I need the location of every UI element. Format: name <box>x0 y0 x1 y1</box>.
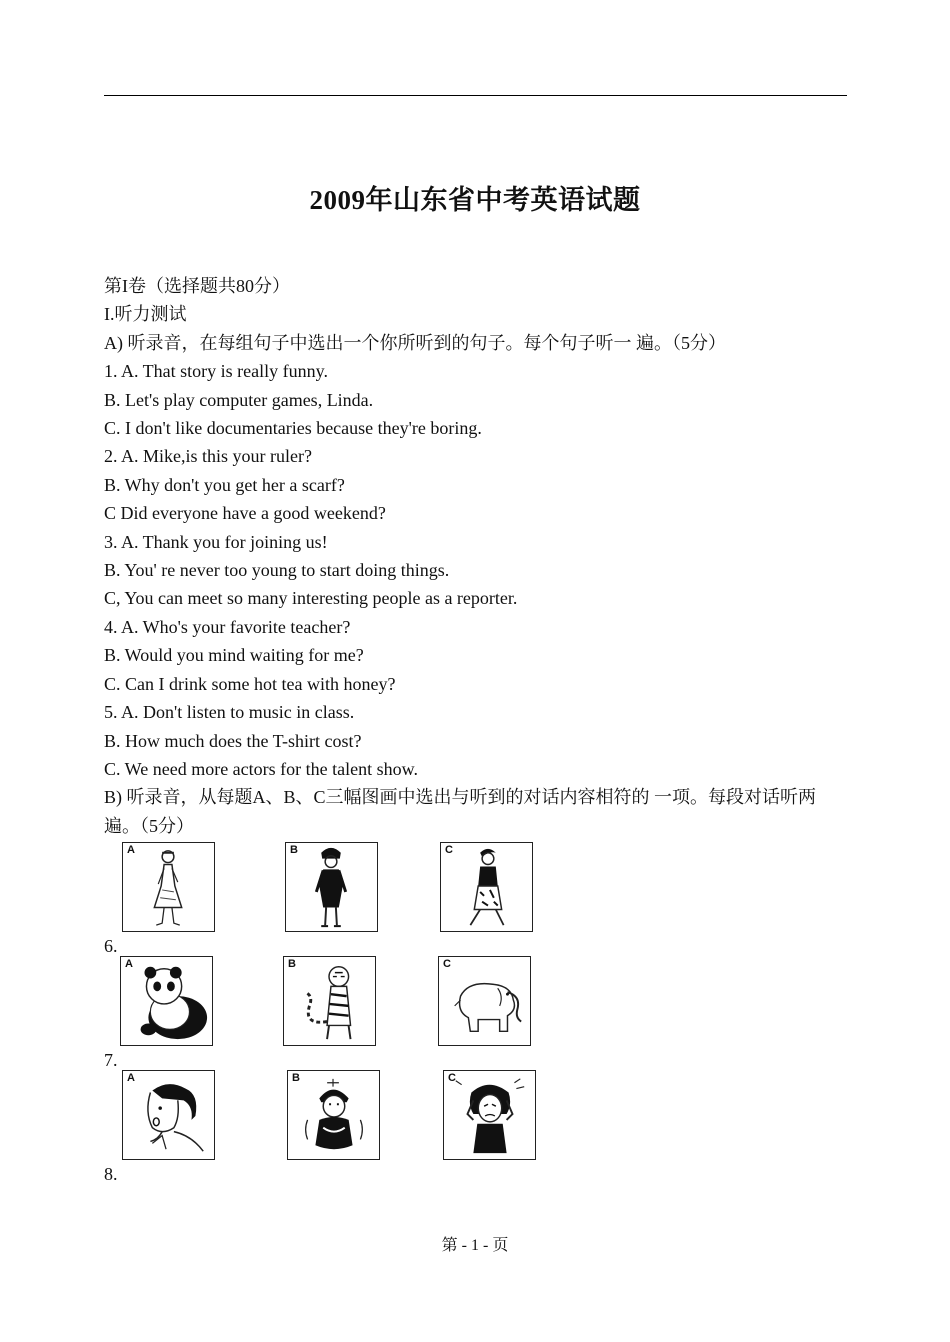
partA-line: B. Would you mind waiting for me? <box>104 645 364 666</box>
partA-line: C, You can meet so many interesting people as a reporter. <box>104 588 518 609</box>
girl-in-dress-icon <box>123 843 214 931</box>
girl-cold-icon <box>288 1071 379 1159</box>
elephant-icon <box>439 957 530 1045</box>
option-b-picture[interactable]: B <box>285 842 378 932</box>
partA-line: C. Can I drink some hot tea with honey? <box>104 673 396 694</box>
question-number: 8. <box>104 1164 118 1185</box>
page-title: 2009年山东省中考英语试题 <box>309 185 641 215</box>
question-number: 6. <box>104 936 118 957</box>
partA-line: B. How much does the T-shirt cost? <box>104 730 362 751</box>
partA-line: 5. A. Don't listen to music in class. <box>104 702 355 723</box>
woman-in-dark-dress-icon <box>286 843 377 931</box>
question-7-pictures <box>104 956 849 1070</box>
question-6-pictures <box>104 842 849 956</box>
question-8-pictures <box>104 1070 849 1184</box>
document-body <box>104 272 849 1184</box>
partA-line: C. I don't like documentaries because they're boring. <box>104 418 482 439</box>
partB-instruction: B) 听录音，从每题A、B、C三幅图画中选出与听到的对话内容相符的 一项。每段对话听两遍。（5分） <box>104 787 817 836</box>
partA-line: B. Let's play computer games, Linda. <box>104 389 374 410</box>
header-rule <box>104 95 847 96</box>
tiger-icon <box>284 957 375 1045</box>
partA-instruction: A) 听录音，在每组句子中选出一个你所听到的句子。每个句子听一 遍。（5分） <box>104 332 726 353</box>
option-c-picture[interactable]: C <box>438 956 531 1046</box>
option-b-picture[interactable]: B <box>287 1070 380 1160</box>
partA-line: 2. A. Mike,is this your ruler? <box>104 446 312 467</box>
partA-line: B. Why don't you get her a scarf? <box>104 474 345 495</box>
partA-line: C Did everyone have a good weekend? <box>104 503 386 524</box>
woman-in-patterned-skirt-icon <box>441 843 532 931</box>
partA-line: 4. A. Who's your favorite teacher? <box>104 616 351 637</box>
girl-surprised-icon <box>123 1071 214 1159</box>
partA-line: B. You' re never too young to start doing things. <box>104 560 450 581</box>
panda-icon <box>121 957 212 1045</box>
partA-line: C. We need more actors for the talent show. <box>104 758 418 779</box>
option-c-picture[interactable]: C <box>440 842 533 932</box>
partA-line: 1. A. That story is really funny. <box>104 361 328 382</box>
question-number: 7. <box>104 1050 118 1071</box>
girl-headache-icon <box>444 1071 535 1159</box>
option-c-picture[interactable]: C <box>443 1070 536 1160</box>
option-a-picture[interactable]: A <box>122 1070 215 1160</box>
part1-title: I.听力测试 <box>104 304 187 325</box>
section-header: 第I卷（选择题共80分） <box>104 276 290 296</box>
partA-line: 3. A. Thank you for joining us! <box>104 531 328 552</box>
option-b-picture[interactable]: B <box>283 956 376 1046</box>
page-footer: 第 - 1 - 页 <box>441 1237 509 1254</box>
option-a-picture[interactable]: A <box>120 956 213 1046</box>
option-a-picture[interactable]: A <box>122 842 215 932</box>
